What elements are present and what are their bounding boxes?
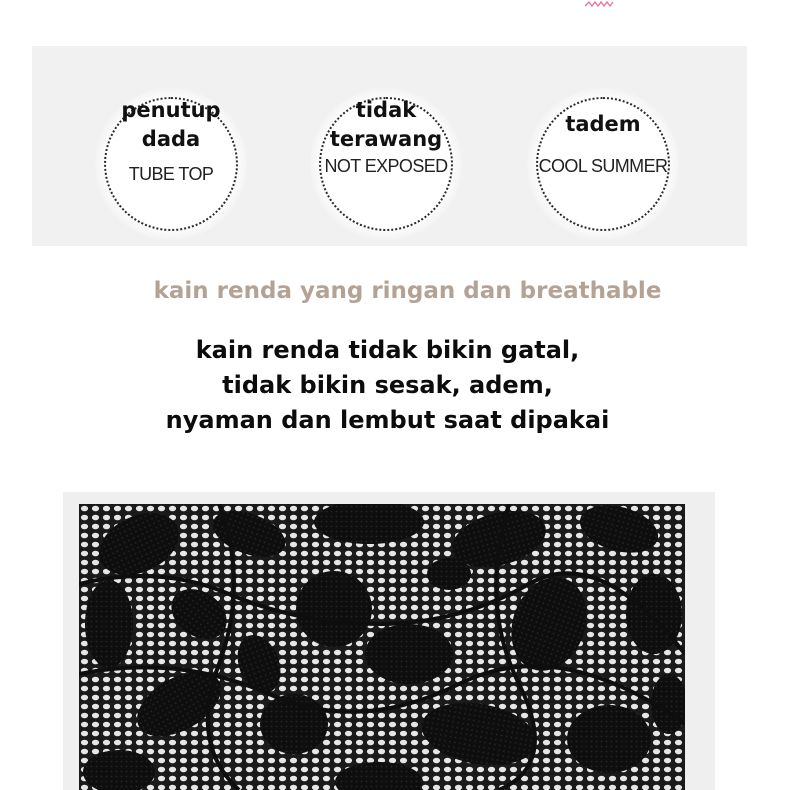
badge-subtitle: COOL SUMMER — [538, 156, 668, 176]
description-line: nyaman dan lembut saat dipakai — [165, 406, 610, 434]
badge-title-line1: penutup — [121, 98, 221, 122]
lace-fabric-photo — [79, 504, 685, 790]
badge-subtitle: TUBE TOP — [128, 164, 214, 184]
badge-title-line1: tidak — [355, 98, 417, 122]
description-line: tidak bikin sesak, adem, — [222, 371, 553, 399]
features-panel — [32, 46, 747, 246]
description-line: kain renda tidak bikin gatal, — [195, 336, 580, 364]
fabric-headline: kain renda yang ringan dan breathable — [153, 278, 662, 304]
feature-badge-cool-summer — [527, 88, 679, 240]
squiggle-decoration-icon — [583, 0, 619, 8]
badge-subtitle: NOT EXPOSED — [324, 156, 448, 176]
fabric-description — [0, 333, 775, 438]
feature-badge-not-exposed — [310, 88, 462, 240]
badge-title-line2: dada — [141, 127, 201, 151]
badge-title-line1: tadem — [565, 112, 641, 136]
badge-title-line2: terawang — [329, 127, 443, 151]
lace-pattern-image — [79, 504, 685, 790]
lace-photo-frame — [63, 492, 715, 790]
feature-badge-tube-top — [95, 88, 247, 240]
